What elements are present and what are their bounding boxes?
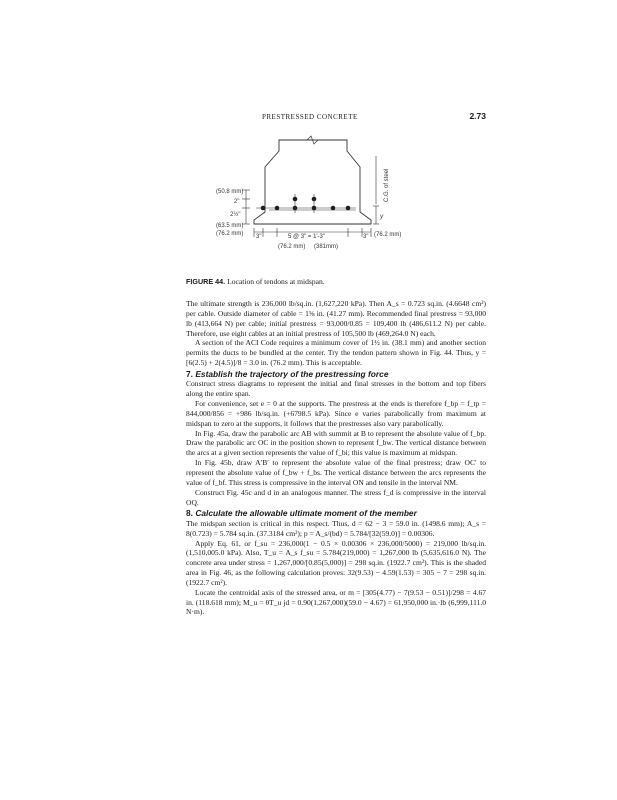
- step-8-heading: [186, 508, 486, 519]
- dim-spacing-metric-2: (381mm): [314, 244, 339, 250]
- dim-2half: 2½": [230, 212, 241, 218]
- paragraph: In Fig. 45a, draw the parabolic arc AB with summit at B to represent the absolute value of f_bp. Draw the parabolic arc OC in the position shown to represent f_bw. The vertical distance between the arcs at a given section represents the value of f_bi; this value is maximum at midspan.: [186, 428, 486, 458]
- caption-label: FIGURE 44.: [186, 277, 226, 286]
- page-header: [186, 111, 486, 121]
- paragraph: A section of the ACI Code requires a minimum cover of 1½ in. (38.1 mm) and another section permits the ducts to be bundled at the center. Try the tendon pattern shown in Fig. 44. Thus, y = [6(2.5) + 2(4.5)]/8 = 3.0 in. (76.2 mm). This is acceptable.: [186, 338, 486, 368]
- tendon-diagram: [190, 134, 490, 276]
- dim-76mm-left: (76.2 mm): [216, 231, 244, 237]
- step-number: 8.: [186, 508, 193, 519]
- dim-2in: 2": [234, 199, 240, 205]
- dim-76mm-right: (76.2 mm): [374, 232, 402, 238]
- step-number: 7.: [186, 368, 193, 379]
- page-number: 2.73: [469, 111, 486, 121]
- paragraph: In Fig. 45b, draw A′B′ to represent the absolute value of the final prestress; draw OC′ to represent the absolute value of f_bw + f_bs. The vertical distance between the arcs represents the value of f_bf. This stress is compressive in the interval ON and tensile in the interval NM.: [186, 458, 486, 487]
- paragraph: Construct stress diagrams to represent the initial and final stresses in the bottom and top fibers along the entire span.: [186, 379, 486, 399]
- dim-spacing: 5 @ 3" = 1'-3": [288, 234, 326, 240]
- paragraph: The midspan section is critical in this respect. Thus, d = 62 − 3 = 59.0 in. (1498.6 mm); A_s = 8(0.723) = 5.784 sq.in. (37.3184 cm²); p = A_s/(bd) = 5.784/[32(59.0)] = 0.00306.: [186, 518, 486, 538]
- paragraph: The ultimate strength is 236,000 lb/sq.in. (1,627,220 kPa). Then A_s = 0.723 sq.in. (4.6648 cm²) per cable. Outside diameter of cable = 1⅝ in. (41.27 mm). Recommended final prestress = 93,000 lb (413,664 N) per cable; initial prestress = 93,000/0.85 = 109,400 lb (486,611.2 N) per cable. Therefore, use eight cables at an initial prestress of 105,500 lb (469,264.0 N) each.: [186, 299, 486, 338]
- label-y: y: [380, 213, 384, 220]
- body-text: [186, 299, 486, 617]
- paragraph: Apply Eq. 61, or f_su = 236,000(1 − 0.5 × 0.00306 × 236,000/5000) = 219,000 lb/sq.in. (1,510,005.0 kPa). Also, T_u = A_s f_su = 5.784(219,000) = 1,267,000 lb (5,635,616.0 N). The concrete area under stress = 1,267,000/[0.85(5,000)] = 298 sq.in. (1922.7 cm²). This is the shaded area in Fig. 46, as the following calculation proves: 32(9.53) − 4.59(1.53) = 305 − 7 = 298 sq.in. (1922.7 cm²).: [186, 538, 486, 587]
- dim-63mm: (63.5 mm): [216, 223, 244, 229]
- step-title: Establish the trajectory of the prestressing force: [195, 368, 389, 379]
- running-title: PRESTRESSED CONCRETE: [262, 113, 358, 121]
- figure-caption: [186, 277, 486, 286]
- dim-top-spacing: (50.8 mm): [216, 189, 244, 195]
- step-7-heading: [186, 369, 486, 380]
- dim-spacing-metric-1: (76.2 mm): [278, 244, 306, 250]
- label-cg: C.G. of steel: [384, 168, 390, 202]
- paragraph: Construct Fig. 45c and d in an analogous manner. The stress f_d is compressive in the interval OQ.: [186, 487, 486, 507]
- dim-3in-right: 3": [363, 234, 369, 240]
- figure-44: [190, 134, 490, 294]
- caption-text: Location of tendons at midspan.: [227, 277, 325, 286]
- beam-outline: [254, 140, 371, 224]
- paragraph: For convenience, set e = 0 at the supports. The prestress at the ends is therefore f_bp = f_tp = 844,000/856 = +986 lb/sq.in. (+6798.5 kPa). Since e varies parabolically from maximum at midspan to zero at the supports, it follows that the prestresses also vary parabolically.: [186, 399, 486, 428]
- step-title: Calculate the allowable ultimate moment of the member: [195, 508, 417, 519]
- paragraph: Locate the centroidal axis of the stressed area, or m = [305(4.77) − 7(9.53 − 0.51)]/298 = 4.67 in. (118.618 mm); M_u = θT_u jd = 0.90(1,267,000)(59.0 − 4.67) = 61,950,000 in.·lb (6,999,111.0 N·m).: [186, 587, 486, 617]
- dim-3in-left: 3": [256, 234, 262, 240]
